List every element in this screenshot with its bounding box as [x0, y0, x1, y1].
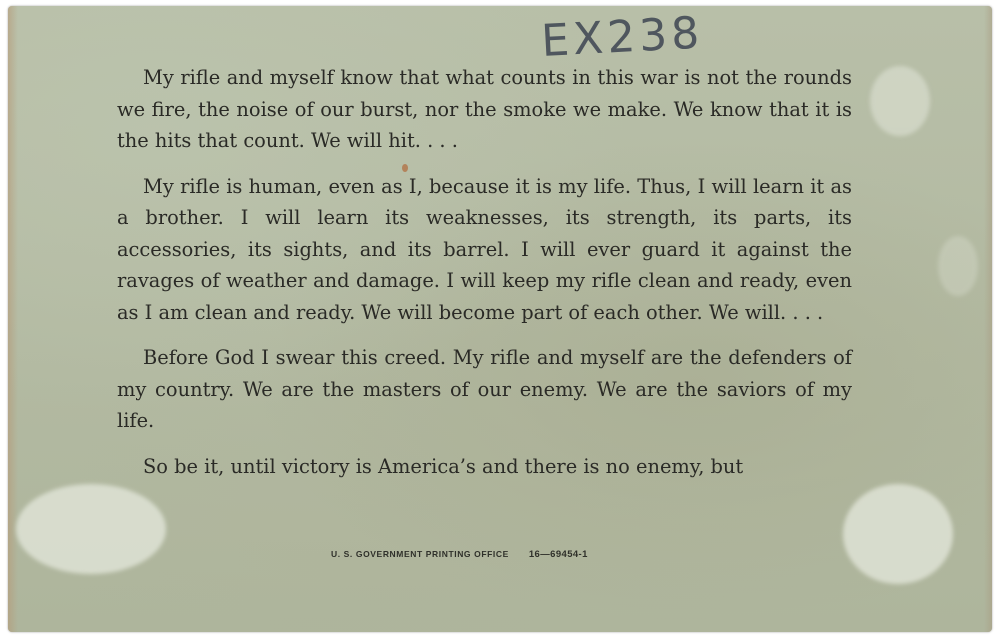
print-code: 16—69454-1: [528, 549, 588, 560]
printer-imprint: [331, 549, 588, 560]
paragraph-1: My rifle and myself know that what counts in this war is not the rounds we fire, the noise of our burst, nor the smoke we make. We know that it is the hits that count. We will hit. . . .: [117, 66, 852, 152]
paragraph-2: My rifle is human, even as I, because it is my life. Thus, I will learn it as a brother. I will learn its weaknesses, its strength, its parts, its accessories, its sights, and its barrel. I will ever guard it against the ravages of weather and damage. I will keep my rifle clean and ready, even as I am clean and ready. We will become part of each other. We will. . . .: [117, 174, 852, 324]
water-stain: [16, 484, 166, 574]
paragraph-3: Before God I swear this creed. My rifle and myself are the defenders of my country. We are the masters of our enemy. We are the saviors of my life.: [117, 346, 852, 432]
creed-text: [117, 62, 852, 482]
handwritten-mark: EX238: [540, 7, 705, 67]
paragraph-4: So be it, until victory is America’s and there is no enemy, but: [143, 454, 744, 478]
water-stain: [870, 66, 930, 136]
printer-name: U. S. GOVERNMENT PRINTING OFFICE: [331, 549, 509, 559]
water-stain: [843, 484, 953, 584]
water-stain: [938, 236, 978, 296]
